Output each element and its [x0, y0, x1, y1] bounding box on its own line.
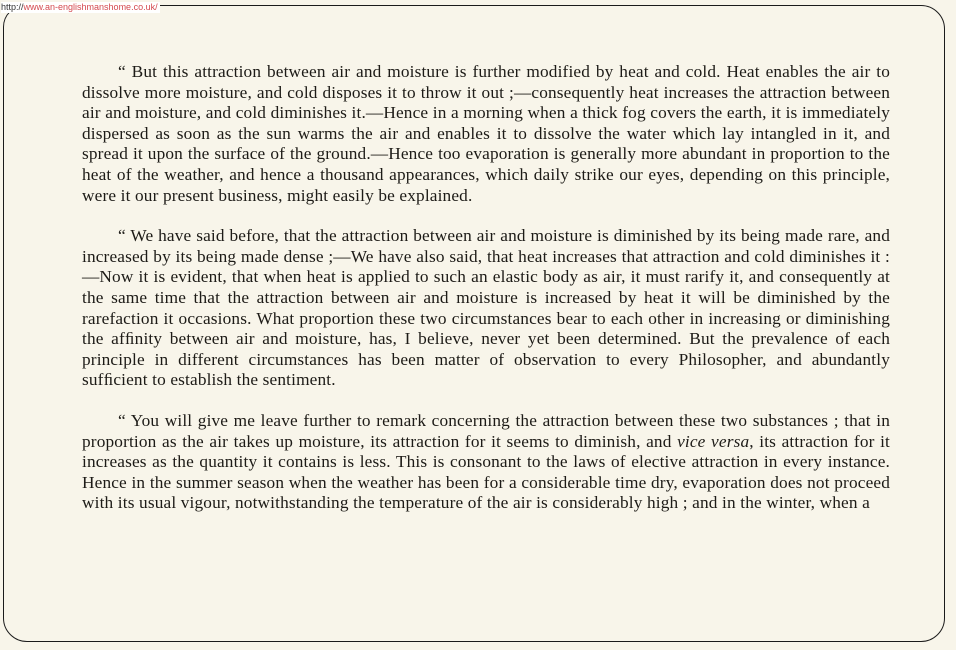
paragraph-3-end: , its attraction for it increases as the quantity it contains is less. This is consonant to the laws of elective attraction in every instance. Hence in the summer season when the weather has been for a considerable time dry, evaporation does not proceed with its usual vigour, notwithstanding the temperature of the air is considerably high ; and in the winter, when a	[82, 431, 890, 513]
source-url[interactable]	[1, 2, 160, 13]
body-text	[82, 62, 890, 514]
url-prefix: http://	[1, 2, 24, 12]
paragraph-heat-and-cold: “ But this attraction between air and moisture is further modified by heat and cold. Heat enables the air to dissolve more moisture, and cold disposes it to throw it out ;—consequently heat increases the attraction between air and moisture, and cold diminishes it.—Hence in a morning when a thick fog covers the earth, it is immediately dispersed as soon as the sun warms the air and enables it to dissolve the water which lay intangled in it, and spread it upon the surface of the ground.—Hence too evaporation is generally more abundant in proportion to the heat of the weather, and hence a thousand appearances, which daily strike our eyes, depending on this principle, were it our present business, might easily be explained.	[82, 62, 890, 205]
paragraph-rarefaction: “ We have said before, that the attraction between air and moisture is diminished by its being made rare, and increased by its being made dense ;—We have also said, that heat increases that attraction and cold diminishes it :—Now it is evident, that when heat is applied to such an elastic body as air, it must rarify it, and consequently at the same time that the attraction between air and moisture is increased by heat it will be diminished by the rarefaction it occasions. What proportion these two circumstances bear to each other in increasing or diminishing the afﬁnity between air and moisture, has, I believe, never yet been determined. But the prevalence of each principle in different circumstances has been matter of observation to every Philosopher, and abundantly sufﬁcient to establish the sentiment.	[82, 226, 890, 390]
paragraph-elective-attraction	[82, 411, 890, 514]
italic-vice-versa: vice versa	[677, 431, 750, 451]
url-host: www.an-englishmanshome.co.uk/	[23, 2, 158, 12]
paragraph-3-start: “ You will give me leave further to remark concerning the attraction between these two substances ; that in proportion as the air takes up moisture, its attraction for it seems to diminish, and	[82, 410, 890, 451]
